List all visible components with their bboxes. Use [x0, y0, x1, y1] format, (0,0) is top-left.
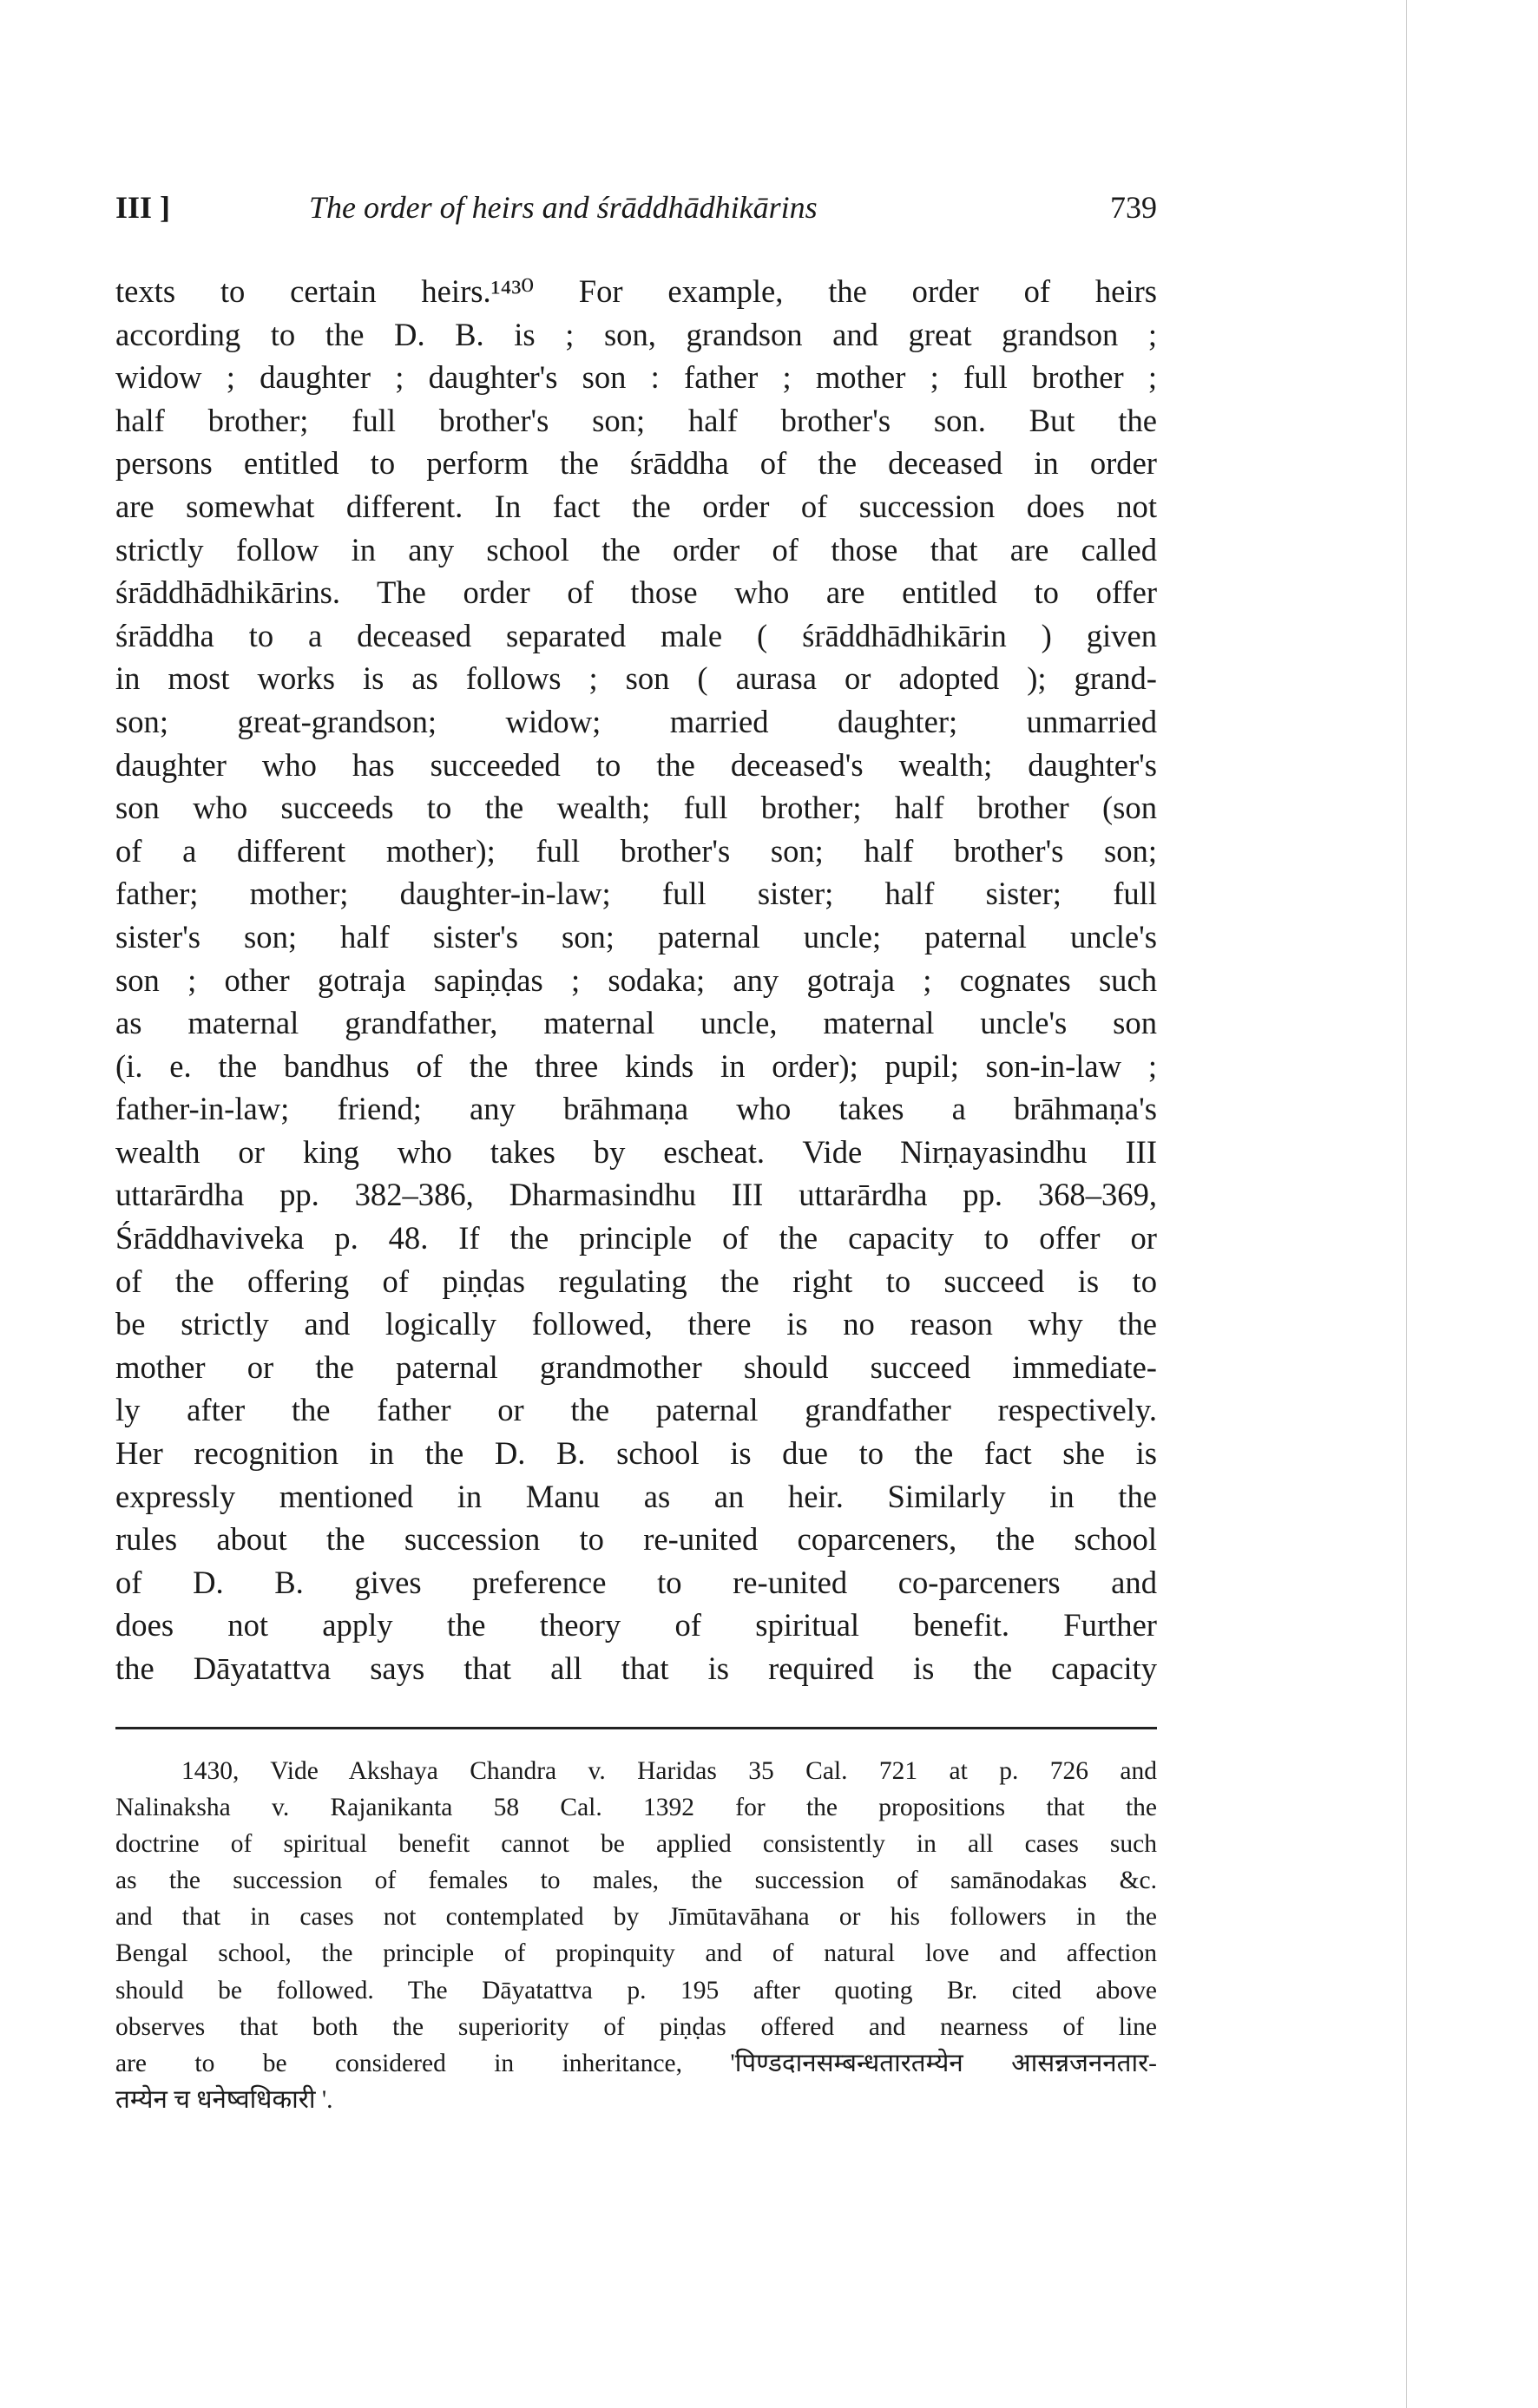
text-line: śrāddha to a deceased separated male ( śrāddhādhikārin ) given: [115, 617, 1157, 653]
text-line: sister's son; half sister's son; paternal uncle; paternal uncle's: [115, 918, 1157, 955]
text-line: śrāddhādhikārins. The order of those who are entitled to offer: [115, 574, 1157, 611]
main-text: [115, 270, 1157, 1690]
text-line: (i. e. the bandhus of the three kinds in order); pupil; son-in-law ;: [115, 1047, 1157, 1084]
text-line: father; mother; daughter-in-law; full sister; half sister; full: [115, 876, 1157, 912]
text-line: father-in-law; friend; any brāhmaṇa who takes a brāhmaṇa's: [115, 1091, 1157, 1127]
footnote-line: तम्येन च धनेष्वधिकारी '.: [115, 2085, 333, 2114]
text-line: ly after the father or the paternal grandfather respectively.: [115, 1392, 1157, 1428]
text-line: of the offering of piṇḍas regulating the right to succeed is to: [115, 1263, 1157, 1299]
text-line: daughter who has succeeded to the deceased's wealth; daughter's: [115, 746, 1157, 783]
text-line: of D. B. gives preference to re-united co-parceners and: [115, 1564, 1157, 1600]
text-line: widow ; daughter ; daughter's son : father ; mother ; full brother ;: [115, 359, 1157, 396]
footnote-line: should be followed. The Dāyatattva p. 195 after quoting Br. cited above: [115, 1976, 1157, 2004]
footnote-line: doctrine of spiritual benefit cannot be applied consistently in all cases such: [115, 1830, 1157, 1859]
text-line: son; great-grandson; widow; married daughter; unmarried: [115, 703, 1157, 739]
text-line: texts to certain heirs.¹⁴³⁰ For example, the order of heirs: [115, 273, 1157, 309]
footnote-line: Nalinaksha v. Rajanikanta 58 Cal. 1392 for the propositions that the: [115, 1794, 1157, 1822]
text-line: persons entitled to perform the śrāddha of the deceased in order: [115, 445, 1157, 482]
page-number: 739: [1110, 190, 1157, 225]
footnotes: [115, 1753, 1157, 2118]
text-line: in most works is as follows ; son ( aurasa or adopted ); grand-: [115, 660, 1157, 697]
text-line: expressly mentioned in Manu as an heir. Similarly in the: [115, 1478, 1157, 1514]
footnote-separator: [115, 1727, 1157, 1729]
text-line: uttarārdha pp. 382–386, Dharmasindhu III uttarārdha pp. 368–369,: [115, 1177, 1157, 1213]
text-line: mother or the paternal grandmother should succeed immediate-: [115, 1348, 1157, 1385]
text-line: Her recognition in the D. B. school is due to the fact she is: [115, 1435, 1157, 1472]
footnote-line: as the succession of females to males, the succession of samānodakas &c.: [115, 1867, 1157, 1895]
footnote-line: are to be considered in inheritance, 'पिण्डदानसम्बन्धतारतम्येन आसन्नजननतार-: [115, 2049, 1157, 2077]
text-line: are somewhat different. In fact the order of succession does not: [115, 488, 1157, 524]
text-line: strictly follow in any school the order of those that are called: [115, 531, 1157, 568]
running-title: The order of heirs and śrāddhādhikārins: [309, 190, 818, 225]
footnote-line: Bengal school, the principle of propinquity and of natural love and affection: [115, 1939, 1157, 1968]
text-line: as maternal grandfather, maternal uncle, maternal uncle's son: [115, 1005, 1157, 1041]
text-line: be strictly and logically followed, there is no reason why the: [115, 1306, 1157, 1342]
footnote-line: observes that both the superiority of piṇḍas offered and nearness of line: [115, 2012, 1157, 2041]
text-line: son who succeeds to the wealth; full brother; half brother (son: [115, 790, 1157, 826]
page-edge-rule: [1406, 0, 1407, 2408]
text-line: the Dāyatattva says that all that is required is the capacity: [115, 1650, 1157, 1686]
text-line: according to the D. B. is ; son, grandson and great grandson ;: [115, 316, 1157, 352]
text-line: rules about the succession to re-united coparceners, the school: [115, 1521, 1157, 1558]
footnote-line: 1430, Vide Akshaya Chandra v. Haridas 35 Cal. 721 at p. 726 and: [181, 1757, 1157, 1785]
text-line: half brother; full brother's son; half brother's son. But the: [115, 402, 1157, 438]
footnote-line: and that in cases not contemplated by Jīmūtavāhana or his followers in the: [115, 1903, 1157, 1932]
running-head: [115, 189, 1157, 233]
text-line: does not apply the theory of spiritual benefit. Further: [115, 1607, 1157, 1644]
text-line: son ; other gotraja sapiṇḍas ; sodaka; any gotraja ; cognates such: [115, 961, 1157, 998]
text-line: wealth or king who takes by escheat. Vide Nirṇayasindhu III: [115, 1133, 1157, 1170]
chapter-marker: III ]: [115, 190, 171, 225]
text-line: Śrāddhaviveka p. 48. If the principle of the capacity to offer or: [115, 1220, 1157, 1256]
text-line: of a different mother); full brother's son; half brother's son;: [115, 832, 1157, 869]
